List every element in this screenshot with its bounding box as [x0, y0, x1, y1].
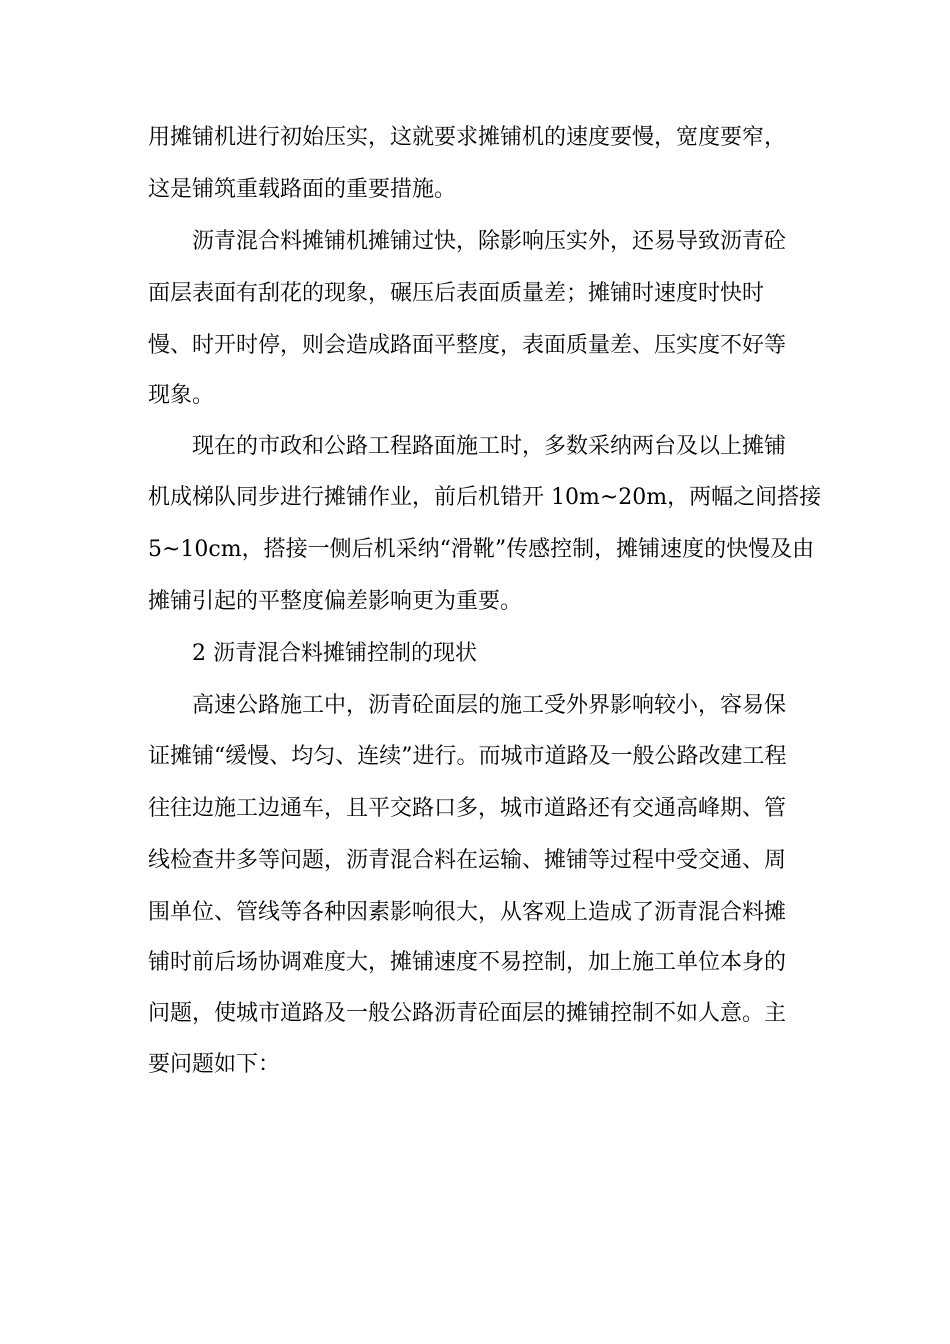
text-line: 用摊铺机进行初始压实，这就要求摊铺机的速度要慢，宽度要窄，	[148, 125, 787, 150]
text-line: 围单位、管线等各种因素影响很大，从客观上造成了沥青混合料摊	[148, 900, 787, 925]
paragraph-first-line: 高速公路施工中，沥青砼面层的施工受外界影响较小，容易保	[192, 693, 787, 718]
text-line: 证摊铺“缓慢、均匀、连续”进行。而城市道路及一般公路改建工程	[148, 744, 787, 769]
text-line: 问题，使城市道路及一般公路沥青砼面层的摊铺控制不如人意。主	[148, 1001, 787, 1026]
text-line: 铺时前后场协调难度大，摊铺速度不易控制，加上施工单位本身的	[148, 950, 787, 975]
paragraph-first-line: 现在的市政和公路工程路面施工时，多数采纳两台及以上摊铺	[192, 434, 787, 459]
text-line: 这是铺筑重载路面的重要措施。	[148, 177, 457, 202]
text-line: 慢、时开时停，则会造成路面平整度，表面质量差、压实度不好等	[148, 333, 787, 358]
text-line: 面层表面有刮花的现象，碾压后表面质量差；摊铺时速度时快时	[148, 281, 765, 306]
text-line: 往往边施工边通车，且平交路口多，城市道路还有交通高峰期、管	[148, 796, 787, 821]
text-line: 机成梯队同步进行摊铺作业，前后机错开 10m~20m，两幅之间搭接	[148, 485, 822, 510]
text-line: 现象。	[148, 383, 215, 408]
paragraph-first-line: 沥青混合料摊铺机摊铺过快，除影响压实外，还易导致沥青砼	[192, 229, 787, 254]
section-heading: 2 沥青混合料摊铺控制的现状	[192, 641, 477, 666]
text-line: 摊铺引起的平整度偏差影响更为重要。	[148, 589, 523, 614]
text-line: 5~10cm，搭接一侧后机采纳“滑靴”传感控制，摊铺速度的快慢及由	[148, 537, 815, 562]
text-line: 要问题如下：	[148, 1052, 281, 1077]
text-line: 线检查井多等问题，沥青混合料在运输、摊铺等过程中受交通、周	[148, 848, 787, 873]
